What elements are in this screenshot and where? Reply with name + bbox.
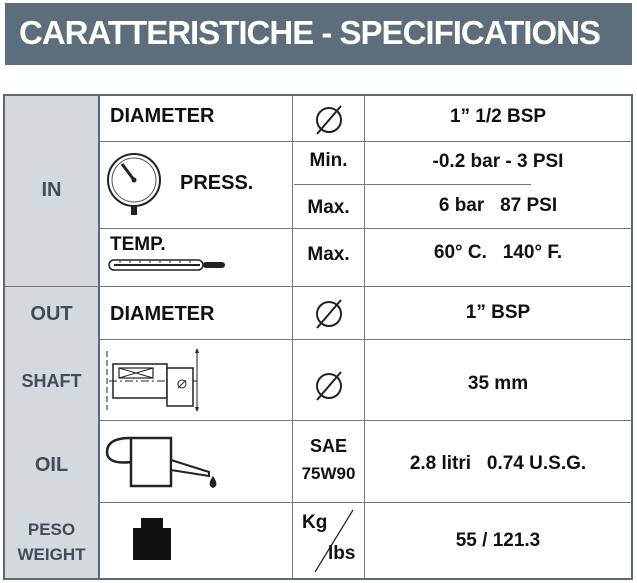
- row-divider: [5, 286, 631, 287]
- weight-unit-top: Kg: [302, 512, 328, 533]
- section-shaft: SHAFT: [21, 371, 82, 391]
- in-press-max-value: 6 bar 87 PSI: [438, 195, 558, 216]
- section-out: OUT: [30, 303, 73, 325]
- title-banner: [5, 3, 632, 65]
- diameter-symbol-icon: [311, 294, 347, 330]
- out-diameter-label: DIAMETER: [110, 303, 215, 325]
- oil-unit-line1: SAE: [309, 436, 347, 456]
- diameter-symbol-icon: [311, 366, 347, 402]
- oil-unit-line2: 75W90: [301, 464, 356, 483]
- row-divider: [100, 228, 631, 229]
- in-press-max-label: Max.: [307, 197, 350, 218]
- page-title: CARATTERISTICHE - SPECIFICATIONS: [19, 14, 600, 51]
- row-divider: [294, 184, 531, 185]
- row-divider: [100, 141, 631, 142]
- in-temp-max-label: Max.: [307, 244, 350, 265]
- in-temp-value: 60° C. 140° F.: [433, 242, 563, 263]
- in-press-min-label: Min.: [309, 150, 348, 171]
- row-divider: [100, 502, 631, 503]
- in-diameter-label: DIAMETER: [110, 105, 215, 127]
- specifications-table: [3, 94, 633, 580]
- diameter-symbol-icon: [311, 100, 347, 136]
- section-in: IN: [41, 179, 62, 201]
- row-divider: [100, 339, 631, 340]
- weight-unit-bottom: lbs: [328, 543, 356, 564]
- in-press-min-value: -0.2 bar - 3 PSI: [432, 151, 564, 172]
- in-temp-label: TEMP.: [110, 234, 166, 255]
- shaft-value: 35 mm: [467, 373, 529, 394]
- thermometer-icon: [108, 258, 228, 274]
- shaft-drawing-icon: [105, 346, 205, 416]
- section-oil: OIL: [34, 454, 69, 476]
- out-diameter-value: 1” BSP: [465, 302, 531, 323]
- in-diameter-value: 1” 1/2 BSP: [449, 106, 547, 127]
- section-weight: WEIGHT: [17, 545, 86, 564]
- section-column: [5, 96, 100, 578]
- oil-value: 2.8 litri 0.74 U.S.G.: [409, 453, 587, 474]
- row-divider: [100, 420, 631, 421]
- weight-block-icon: [131, 516, 175, 562]
- section-peso: PESO: [27, 520, 76, 539]
- oil-can-icon: [105, 430, 225, 492]
- pressure-gauge-icon: [106, 152, 162, 216]
- unit-slash-icon: [293, 506, 363, 576]
- weight-value: 55 / 121.3: [455, 530, 541, 551]
- in-press-label: PRESS.: [180, 172, 254, 194]
